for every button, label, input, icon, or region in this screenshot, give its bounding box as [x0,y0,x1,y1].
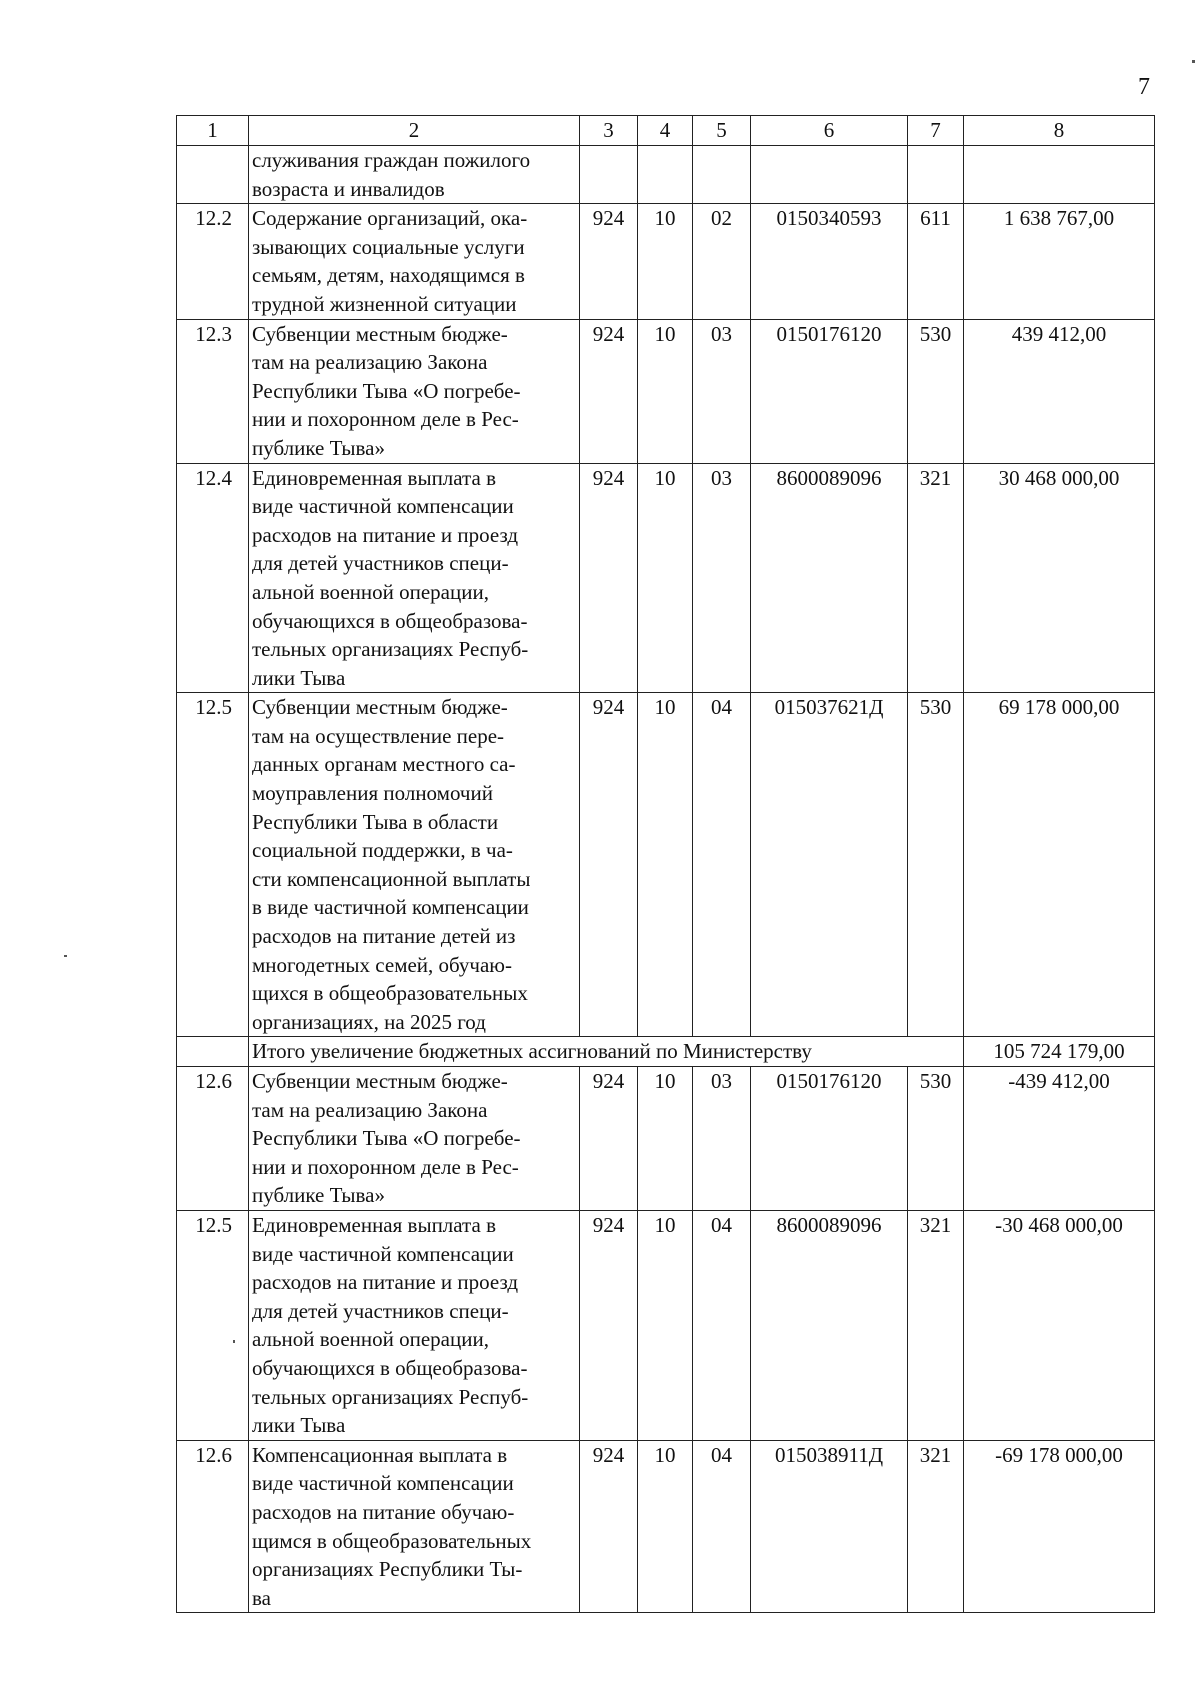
description-line: щимся в общеобразовательных [252,1528,532,1553]
description-line: виде частичной компенсации [252,494,514,519]
total-label: Итого увеличение бюджетных ассигнований по Министерству [249,1037,964,1067]
section-code: 10 [638,463,693,693]
description-line: альной военной операции, [252,579,489,604]
table-row [177,1067,1155,1211]
amount: -30 468 000,00 [964,1210,1155,1440]
ministry-code: 924 [580,463,638,693]
subsection-code: 04 [693,1440,751,1613]
target-article-code: 8600089096 [751,463,908,693]
description-line: расходов на питание детей из [252,924,516,949]
total-row [177,1037,1155,1067]
description-line: Компенсационная выплата в [252,1442,508,1467]
ministry-code: 924 [580,1210,638,1440]
ministry-code: 924 [580,1067,638,1211]
column-header: 3 [580,116,638,146]
expense-type-code: 611 [908,204,964,319]
amount: -69 178 000,00 [964,1440,1155,1613]
row-description [249,319,580,463]
subsection-code: 04 [693,693,751,1037]
row-description [249,1440,580,1613]
section-code: 10 [638,1210,693,1440]
ministry-code: 924 [580,1440,638,1613]
expense-type-code: 530 [908,1067,964,1211]
target-article-code: 0150176120 [751,1067,908,1211]
column-header: 6 [751,116,908,146]
table-row [177,463,1155,693]
row-number: 12.2 [177,204,249,319]
ministry-code: 924 [580,319,638,463]
description-line: расходов на питание обучаю- [252,1499,515,1524]
continuation-text: служивания граждан пожилого возраста и инвалидов [249,146,580,204]
ministry-code: 924 [580,204,638,319]
description-line: в виде частичной компенсации [252,895,529,920]
description-line: Республики Тыва «О погребе- [252,378,521,403]
description-line: Единовременная выплата в [252,1212,496,1237]
section-code: 10 [638,204,693,319]
total-value: 105 724 179,00 [964,1037,1155,1067]
row-description [249,463,580,693]
amount: 1 638 767,00 [964,204,1155,319]
column-header: 1 [177,116,249,146]
table-row [177,1210,1155,1440]
description-line: социальной поддержки, в ча- [252,838,513,863]
amount: 69 178 000,00 [964,693,1155,1037]
description-line: расходов на питание и проезд [252,522,519,547]
table-row [177,319,1155,463]
description-line: многодетных семей, обучаю- [252,952,512,977]
description-line: расходов на питание и проезд [252,1270,519,1295]
subsection-code: 02 [693,204,751,319]
description-line: лики Тыва [252,1413,346,1438]
description-line: тельных организациях Респуб- [252,637,529,662]
row-number: 12.6 [177,1440,249,1613]
section-code: 10 [638,319,693,463]
description-line: трудной жизненной ситуации [252,291,517,316]
description-line: обучающихся в общеобразова- [252,608,528,633]
description-line: виде частичной компенсации [252,1471,514,1496]
table-header-row [177,116,1155,146]
column-header: 4 [638,116,693,146]
description-line: Субвенции местным бюдже- [252,695,508,720]
target-article-code: 015038911Д [751,1440,908,1613]
row-number: 12.5 [177,1210,249,1440]
subsection-code: 03 [693,463,751,693]
description-line: зывающих социальные услуги [252,234,525,259]
description-line: для детей участников специ- [252,1298,509,1323]
description-line: Субвенции местным бюдже- [252,1069,508,1093]
description-line: Республики Тыва «О погребе- [252,1126,521,1151]
description-line: сти компенсационной выплаты [252,866,531,891]
scan-mark [64,955,67,957]
row-number: 12.4 [177,463,249,693]
description-line: виде частичной компенсации [252,1241,514,1266]
description-line: семьям, детям, находящимся в [252,263,525,288]
description-line: для детей участников специ- [252,551,509,576]
description-line: публике Тыва» [252,435,385,460]
row-number: 12.5 [177,693,249,1037]
column-header: 7 [908,116,964,146]
description-line: там на реализацию Закона [252,350,488,375]
scan-mark [1192,60,1195,63]
description-line: моуправления полномочий [252,781,493,806]
description-line: Единовременная выплата в [252,465,496,490]
description-line: Республики Тыва в области [252,809,499,834]
section-code: 10 [638,693,693,1037]
description-line: щихся в общеобразовательных [252,981,528,1006]
column-header: 2 [249,116,580,146]
table-row [177,204,1155,319]
column-header: 5 [693,116,751,146]
expense-type-code: 321 [908,463,964,693]
subsection-code: 03 [693,1067,751,1211]
description-line: ва [252,1585,271,1610]
row-number: 12.3 [177,319,249,463]
continuation-row [177,146,1155,204]
target-article-code: 8600089096 [751,1210,908,1440]
row-description [249,693,580,1037]
table-body-increase [177,146,1155,1037]
description-line: организациях, на 2025 год [252,1009,486,1034]
row-description [249,1067,580,1211]
target-article-code: 0150176120 [751,319,908,463]
description-line: данных органам местного са- [252,752,516,777]
expense-type-code: 321 [908,1440,964,1613]
section-code: 10 [638,1067,693,1211]
description-line: обучающихся в общеобразова- [252,1355,528,1380]
description-line: там на осуществление пере- [252,723,505,748]
subsection-code: 03 [693,319,751,463]
description-line: лики Тыва [252,665,346,690]
description-line: Содержание организаций, ока- [252,206,528,231]
description-line: Субвенции местным бюдже- [252,321,508,346]
section-code: 10 [638,1440,693,1613]
amount: 30 468 000,00 [964,463,1155,693]
total-section [177,1037,1155,1067]
row-description [249,1210,580,1440]
amount: 439 412,00 [964,319,1155,463]
subsection-code: 04 [693,1210,751,1440]
target-article-code: 015037621Д [751,693,908,1037]
row-description [249,204,580,319]
expense-type-code: 530 [908,319,964,463]
target-article-code: 0150340593 [751,204,908,319]
table-body-decrease [177,1067,1155,1613]
amount: -439 412,00 [964,1067,1155,1211]
table-row [177,693,1155,1037]
expense-type-code: 321 [908,1210,964,1440]
table-row [177,1440,1155,1613]
row-number: 12.6 [177,1067,249,1211]
description-line: альной военной операции, [252,1327,489,1352]
ministry-code: 924 [580,693,638,1037]
page-number: 7 [1138,74,1150,100]
description-line: организациях Республики Ты- [252,1557,523,1582]
description-line: тельных организациях Респуб- [252,1384,529,1409]
column-header: 8 [964,116,1155,146]
expense-type-code: 530 [908,693,964,1037]
budget-table [176,115,1155,1613]
description-line: там на реализацию Закона [252,1097,488,1122]
description-line: публике Тыва» [252,1183,385,1208]
description-line: нии и похоронном деле в Рес- [252,407,519,432]
description-line: нии и похоронном деле в Рес- [252,1154,519,1179]
